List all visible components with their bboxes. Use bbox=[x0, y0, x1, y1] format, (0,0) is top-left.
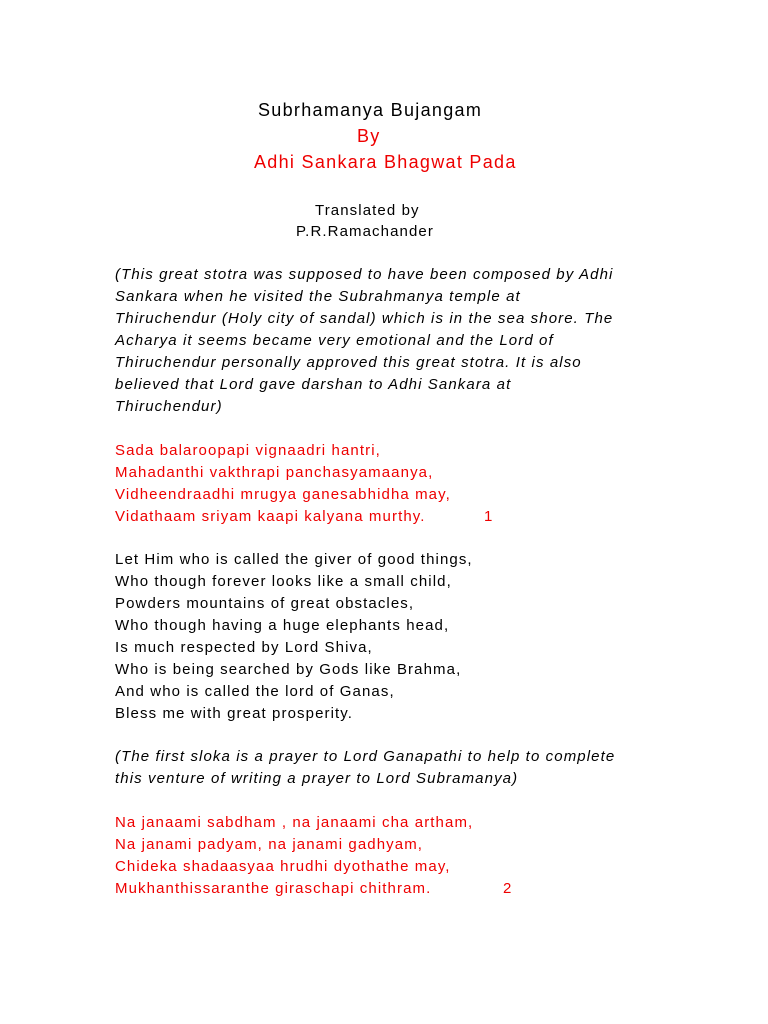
translation-line: Who though forever looks like a small child, bbox=[115, 573, 452, 590]
verse-line: Mukhanthissaranthe giraschapi chithram. bbox=[115, 880, 432, 897]
verse-line: Vidathaam sriyam kaapi kalyana murthy. bbox=[115, 508, 426, 525]
note-line: (The first sloka is a prayer to Lord Ganapathi to help to complete bbox=[115, 748, 616, 765]
verse-line: Vidheendraadhi mrugya ganesabhidha may, bbox=[115, 486, 451, 503]
verse-line: Na janaami sabdham , na janaami cha artham, bbox=[115, 814, 474, 831]
translation-line: Who though having a huge elephants head, bbox=[115, 617, 450, 634]
verse-line: Mahadanthi vakthrapi panchasyamaanya, bbox=[115, 464, 434, 481]
verse-number: 2 bbox=[503, 880, 512, 897]
author-name: Adhi Sankara Bhagwat Pada bbox=[254, 152, 517, 172]
verse-line: Na janami padyam, na janami gadhyam, bbox=[115, 836, 424, 853]
note-line: this venture of writing a prayer to Lord Subramanya) bbox=[115, 770, 519, 787]
intro-line: believed that Lord gave darshan to Adhi Sankara at bbox=[115, 376, 512, 393]
translation-line: Let Him who is called the giver of good things, bbox=[115, 551, 473, 568]
translator-name: P.R.Ramachander bbox=[296, 223, 434, 240]
translation-line: Who is being searched by Gods like Brahma, bbox=[115, 661, 462, 678]
translation-line: Is much respected by Lord Shiva, bbox=[115, 639, 373, 656]
verse-line: Chideka shadaasyaa hrudhi dyothathe may, bbox=[115, 858, 451, 875]
translation-line: Bless me with great prosperity. bbox=[115, 705, 354, 722]
verse-line: Sada balaroopapi vignaadri hantri, bbox=[115, 442, 381, 459]
by-label: By bbox=[357, 126, 381, 146]
intro-line: Thiruchendur personally approved this great stotra. It is also bbox=[115, 354, 582, 371]
page-title: Subrhamanya Bujangam bbox=[258, 100, 483, 120]
intro-line: Sankara when he visited the Subrahmanya temple at bbox=[115, 288, 521, 305]
verse-number: 1 bbox=[484, 508, 493, 525]
intro-line: Thiruchendur (Holy city of sandal) which is in the sea shore. The bbox=[115, 310, 614, 327]
intro-line: Acharya it seems became very emotional and the Lord of bbox=[115, 332, 554, 349]
translation-line: And who is called the lord of Ganas, bbox=[115, 683, 395, 700]
intro-line: (This great stotra was supposed to have been composed by Adhi bbox=[115, 266, 614, 283]
translation-line: Powders mountains of great obstacles, bbox=[115, 595, 415, 612]
intro-line: Thiruchendur) bbox=[115, 398, 223, 415]
translated-by-label: Translated by bbox=[315, 202, 420, 219]
